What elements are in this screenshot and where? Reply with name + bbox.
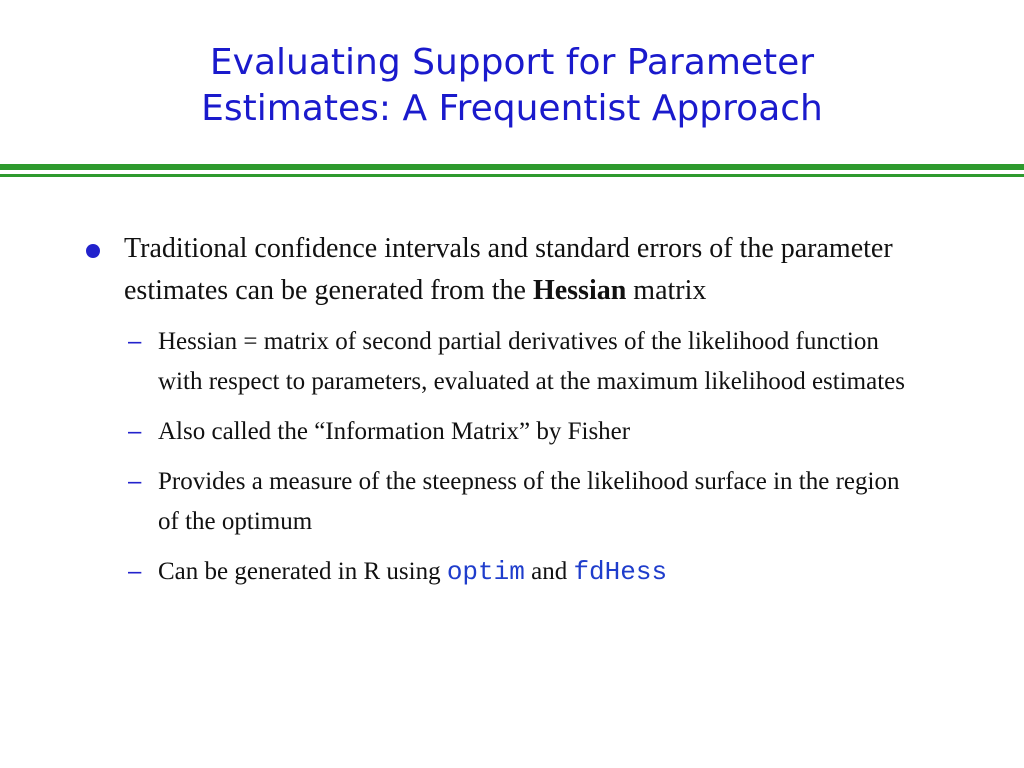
sub-bullet-text: Also called the “Information Matrix” by Fisher [158,418,631,445]
title-divider-thick [0,164,1024,170]
slide-body [84,228,934,602]
title-line-2: Estimates: A Frequentist Approach [201,88,823,129]
dash-icon: – [128,468,142,495]
sub-bullet-item [128,552,934,592]
sub-bullet-item [128,412,934,452]
main-bullet-text-start: Traditional confidence intervals and standard errors of the parameter estimates can be generated from the [124,233,893,306]
sub-bullet-item [128,322,934,402]
title-line-1: Evaluating Support for Parameter [209,42,815,83]
main-bullet [84,228,934,312]
sub-bullet-item [128,462,934,542]
dash-icon: – [128,558,142,585]
slide-title [0,40,1024,132]
main-bullet-text-end: matrix [633,275,707,306]
r-usage-prefix: Can be generated in R using [158,558,441,585]
main-bullet-text [124,228,914,312]
dash-icon: – [128,328,142,355]
optim-code: optim [446,557,525,587]
hessian-bold-term: Hessian [532,275,627,306]
fdhess-code: fdHess [573,557,668,587]
sub-bullet-text: Provides a measure of the steepness of the likelihood surface in the region of the optimum [158,468,900,535]
sub-bullet-text [158,552,918,592]
title-divider-thin [0,174,1024,177]
sub-bullet-text: Hessian = matrix of second partial derivatives of the likelihood function with respect to parameters, evaluated at the maximum likelihood estimates [158,328,905,395]
dash-icon: – [128,418,142,445]
sub-bullet-list [128,322,934,592]
bullet-dot-icon [86,244,100,258]
and-word: and [531,558,568,585]
